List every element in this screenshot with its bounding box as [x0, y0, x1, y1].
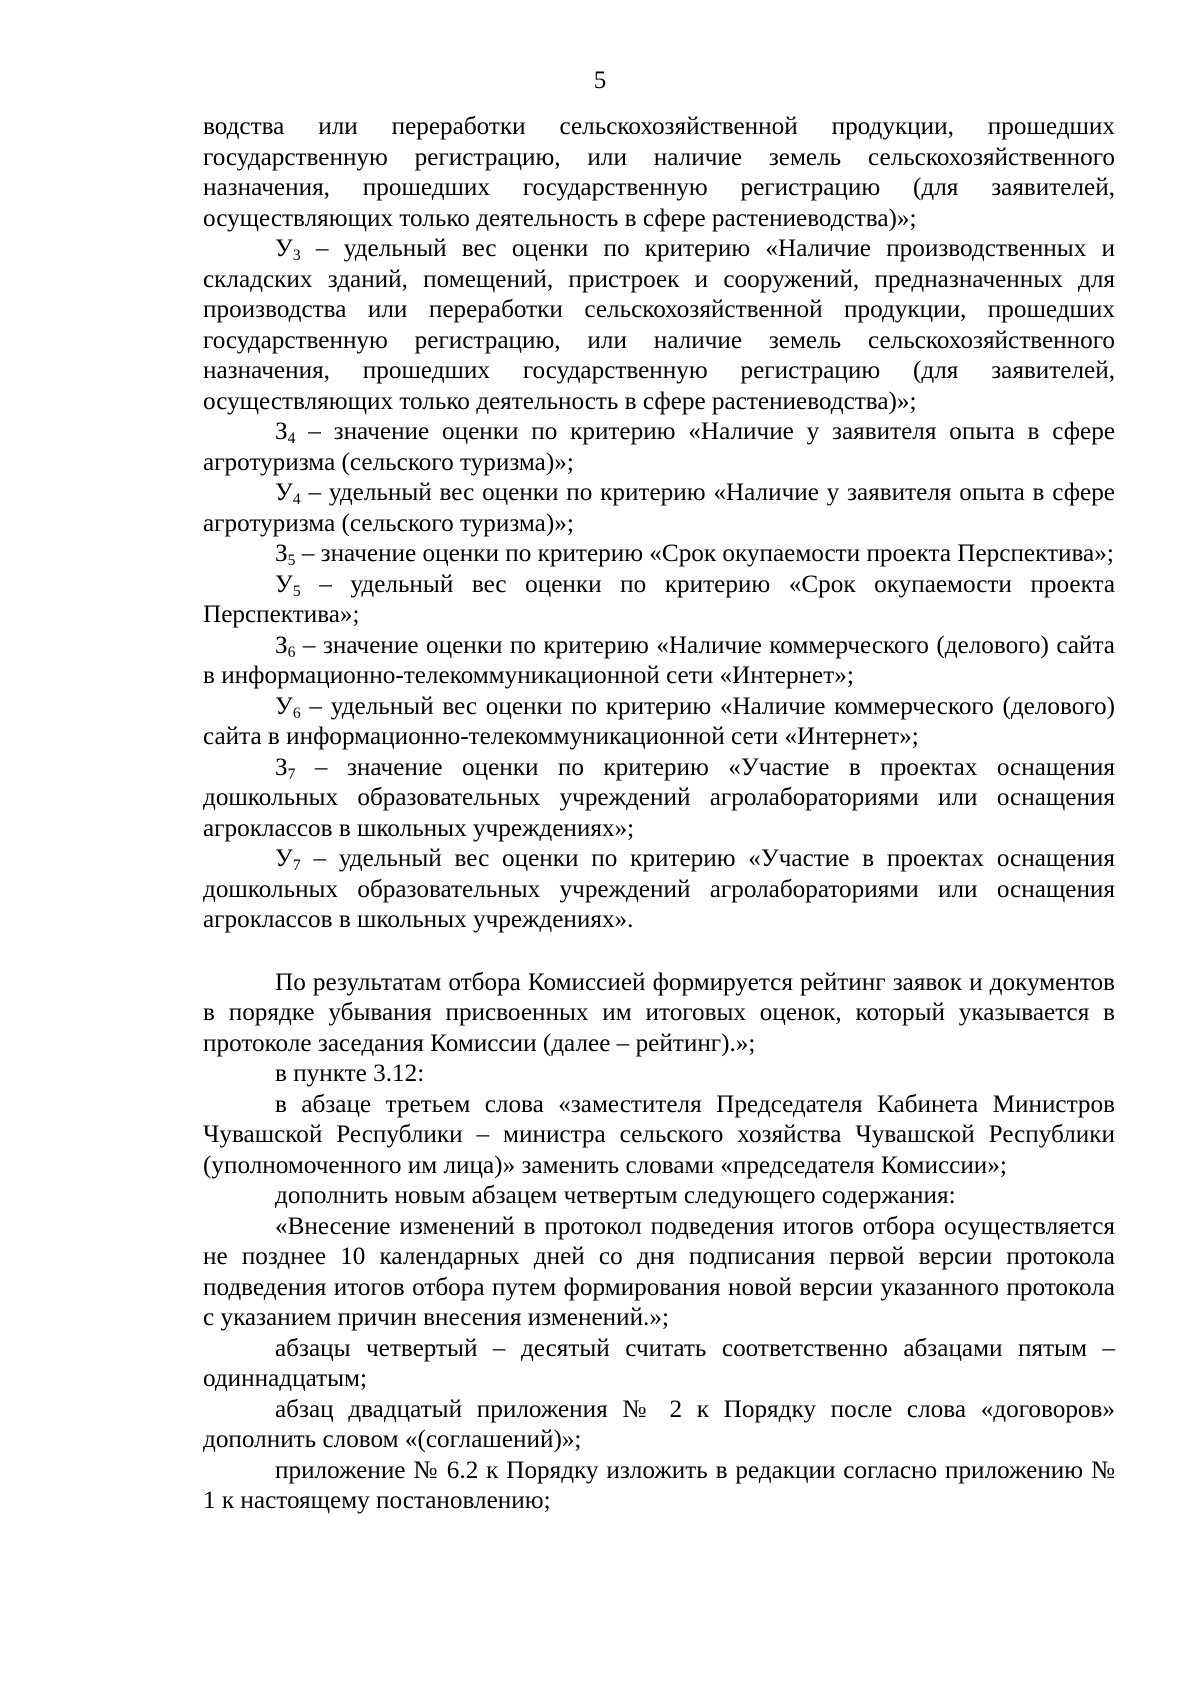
formula-term-z6: $З_6$ – значение оценки по критерию «Наличие коммерческого (делового) сайта в информационно-телекоммуникационной сети «Интернет»; [203, 631, 1115, 689]
term-symbol: $У_6$ [275, 692, 301, 722]
paragraph-continuation: водства или переработки сельскохозяйственной продукции, прошедших государственную регистрацию, или наличие земель сельскохозяйственного назначения, прошедших государственную регистрацию (для заявителей, осуществляющих только деятельность в сфере растениеводства)»; [203, 113, 1115, 232]
formula-term-u7: $У_7$ – удельный вес оценки по критерию «Участие в проектах оснащения дошкольных образовательных учреждений агролабораториями или оснащения агроклассов в школьных учреждениях». [203, 845, 1115, 933]
term-symbol: $З_6$ [275, 631, 296, 661]
body-text [203, 112, 1115, 1517]
page-number: 5 [593, 67, 607, 94]
paragraph-appendix-2: абзац двадцатый приложения № 2 к Порядку после слова «договоров» дополнить словом «(соглашений)»; [203, 1395, 1115, 1453]
term-symbol: $З_7$ [275, 753, 296, 783]
term-symbol: $З_5$ [275, 540, 296, 569]
paragraph-add-fourth: дополнить новым абзацем четвертым следующего содержания: [275, 1182, 956, 1209]
term-symbol: $У_3$ [275, 235, 301, 264]
formula-term-z7: $З_7$ – значение оценки по критерию «Участие в проектах оснащения дошкольных образовательных учреждений агролабораториями или оснащения агроклассов в школьных учреждениях»; [203, 753, 1115, 842]
formula-term-u5: $У_5$ – удельный вес оценки по критерию «Срок окупаемости проекта Перспектива»; [203, 570, 1115, 628]
paragraph-rating: По результатам отбора Комиссией формируется рейтинг заявок и документов в порядке убывания присвоенных им итоговых оценок, который указывается в протоколе заседания Комиссии (далее – рейтинг).»; [203, 968, 1115, 1057]
formula-term-u3: $У_3$ – удельный вес оценки по критерию «Наличие производственных и складских зданий, помещений, пристроек и сооружений, предназначенных для производства или переработки сельскохозяйственной продукции, прошедших государственную регистрацию, или наличие земель сельскохозяйственного назначения, прошедших государственную регистрацию (для заявителей, осуществляющих только деятельность в сфере растениеводства)»; [203, 235, 1115, 415]
term-symbol: $У_7$ [275, 845, 301, 874]
paragraph-appendix-6-2: приложение № 6.2 к Порядку изложить в редакции согласно приложению № 1 к настоящему постановлению; [203, 1456, 1115, 1514]
term-symbol: $У_5$ [275, 570, 301, 600]
paragraph-quoted-amendment: «Внесение изменений в протокол подведения итогов отбора осуществляется не позднее 10 календарных дней со дня подписания первой версии протокола подведения итогов отбора путем формирования новой версии указанного протокола с указанием причин внесения изменений.»; [203, 1212, 1115, 1331]
paragraph-point-3-12: в пункте 3.12: [275, 1060, 425, 1087]
formula-term-z4: $З_4$ – значение оценки по критерию «Наличие у заявителя опыта в сфере агротуризма (сельского туризма)»; [203, 418, 1115, 476]
term-symbol: $У_4$ [275, 479, 301, 508]
paragraph-third-abzac: в абзаце третьем слова «заместителя Председателя Кабинета Министров Чувашской Республики – министра сельского хозяйства Чувашской Республики (уполномоченного им лица)» заменить словами «председателя Комиссии»; [203, 1090, 1115, 1179]
term-symbol: $З_4$ [275, 418, 296, 447]
paragraph-renumber: абзацы четвертый – десятый считать соответственно абзацами пятым – одиннадцатым; [203, 1334, 1115, 1392]
formula-term-u6: $У_6$ – удельный вес оценки по критерию «Наличие коммерческого (делового) сайта в информационно-телекоммуникационной сети «Интернет»; [203, 692, 1115, 750]
formula-term-z5: $З_5$ – значение оценки по критерию «Срок окупаемости проекта Перспектива»; [275, 540, 1114, 569]
formula-term-u4: $У_4$ – удельный вес оценки по критерию «Наличие у заявителя опыта в сфере агротуризма (сельского туризма)»; [203, 479, 1115, 537]
